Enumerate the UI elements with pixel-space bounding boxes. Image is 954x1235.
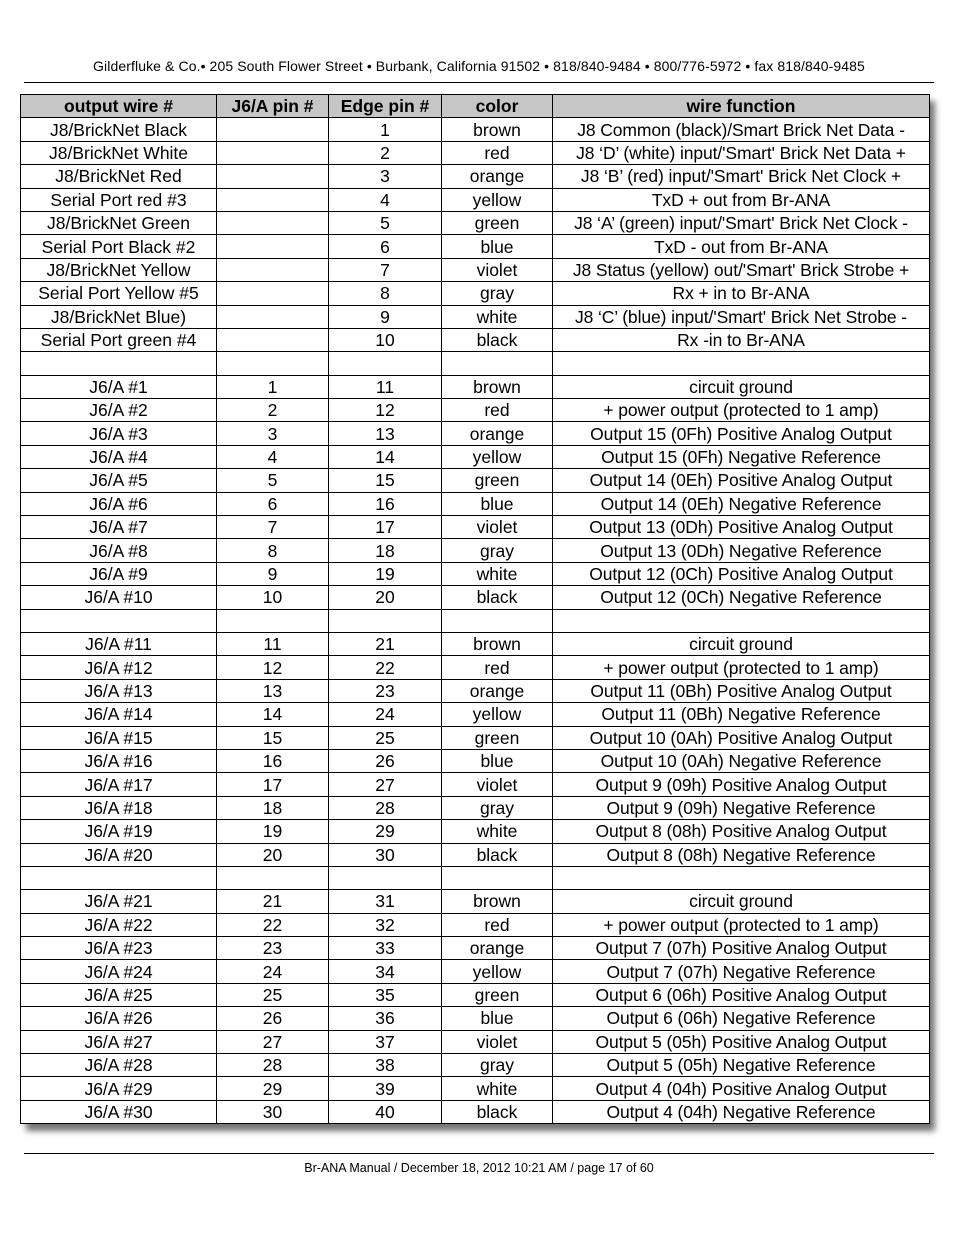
cell-j6a-pin: 13 [217, 679, 329, 702]
cell-output-wire: J6/A #20 [21, 843, 217, 866]
cell-color: brown [442, 632, 553, 655]
cell-j6a-pin [217, 188, 329, 211]
cell-edge-pin: 5 [329, 211, 442, 234]
cell-output-wire: J6/A #27 [21, 1030, 217, 1053]
cell-output-wire: J6/A #22 [21, 913, 217, 936]
cell-wire-function: Output 9 (09h) Positive Analog Output [553, 773, 930, 796]
column-header-edge-pin: Edge pin # [329, 95, 442, 118]
cell-wire-function: J8 ‘D’ (white) input/'Smart' Brick Net Data + [553, 141, 930, 164]
cell-j6a-pin: 18 [217, 796, 329, 819]
cell-j6a-pin: 4 [217, 445, 329, 468]
cell-wire-function: Output 7 (07h) Positive Analog Output [553, 937, 930, 960]
table-row [21, 913, 930, 936]
cell-edge-pin: 4 [329, 188, 442, 211]
cell-wire-function: Output 5 (05h) Negative Reference [553, 1054, 930, 1077]
cell-j6a-pin: 6 [217, 492, 329, 515]
cell-wire-function: Output 7 (07h) Negative Reference [553, 960, 930, 983]
table-row [21, 586, 930, 609]
cell-wire-function: Output 12 (0Ch) Negative Reference [553, 586, 930, 609]
cell-color: blue [442, 1007, 553, 1030]
cell-edge-pin: 31 [329, 890, 442, 913]
cell-color: brown [442, 890, 553, 913]
cell-color: black [442, 586, 553, 609]
cell-edge-pin: 10 [329, 328, 442, 351]
cell-edge-pin: 21 [329, 632, 442, 655]
table-row [21, 258, 930, 281]
cell-j6a-pin: 21 [217, 890, 329, 913]
cell-edge-pin: 26 [329, 749, 442, 772]
cell-color: orange [442, 165, 553, 188]
cell-color: yellow [442, 703, 553, 726]
cell-edge-pin [329, 352, 442, 375]
cell-j6a-pin: 29 [217, 1077, 329, 1100]
cell-edge-pin [329, 609, 442, 632]
table-row [21, 492, 930, 515]
cell-color: red [442, 913, 553, 936]
column-header-output-wire: output wire # [21, 95, 217, 118]
cell-color: white [442, 562, 553, 585]
table-row [21, 516, 930, 539]
cell-j6a-pin: 3 [217, 422, 329, 445]
cell-color: yellow [442, 188, 553, 211]
table-row [21, 890, 930, 913]
cell-edge-pin: 38 [329, 1054, 442, 1077]
cell-wire-function: + power output (protected to 1 amp) [553, 913, 930, 936]
table-row [21, 703, 930, 726]
cell-output-wire: J6/A #2 [21, 399, 217, 422]
cell-edge-pin: 17 [329, 516, 442, 539]
cell-edge-pin: 8 [329, 282, 442, 305]
cell-output-wire: Serial Port Black #2 [21, 235, 217, 258]
cell-edge-pin: 25 [329, 726, 442, 749]
cell-output-wire: J6/A #6 [21, 492, 217, 515]
cell-output-wire: J6/A #30 [21, 1100, 217, 1123]
cell-edge-pin: 34 [329, 960, 442, 983]
cell-wire-function: TxD + out from Br-ANA [553, 188, 930, 211]
cell-output-wire: J6/A #21 [21, 890, 217, 913]
cell-j6a-pin [217, 141, 329, 164]
cell-color: violet [442, 1030, 553, 1053]
cell-wire-function: Output 13 (0Dh) Negative Reference [553, 539, 930, 562]
cell-wire-function: circuit ground [553, 375, 930, 398]
footer-divider [24, 1153, 934, 1154]
wiring-table [20, 94, 930, 1124]
table-header-row [21, 95, 930, 118]
cell-j6a-pin: 8 [217, 539, 329, 562]
cell-j6a-pin: 23 [217, 937, 329, 960]
cell-j6a-pin: 7 [217, 516, 329, 539]
table-row [21, 749, 930, 772]
cell-edge-pin: 22 [329, 656, 442, 679]
cell-color: brown [442, 118, 553, 141]
table-row [21, 352, 930, 375]
cell-edge-pin: 19 [329, 562, 442, 585]
cell-output-wire: J6/A #26 [21, 1007, 217, 1030]
table-row [21, 726, 930, 749]
cell-color: gray [442, 282, 553, 305]
cell-j6a-pin: 26 [217, 1007, 329, 1030]
cell-j6a-pin: 14 [217, 703, 329, 726]
cell-j6a-pin [217, 328, 329, 351]
cell-wire-function: + power output (protected to 1 amp) [553, 399, 930, 422]
cell-edge-pin: 39 [329, 1077, 442, 1100]
cell-color: blue [442, 235, 553, 258]
cell-wire-function: Output 15 (0Fh) Positive Analog Output [553, 422, 930, 445]
table-row [21, 562, 930, 585]
cell-color: black [442, 1100, 553, 1123]
cell-color: green [442, 726, 553, 749]
column-header-wire-function: wire function [553, 95, 930, 118]
cell-edge-pin: 6 [329, 235, 442, 258]
cell-wire-function: Output 8 (08h) Negative Reference [553, 843, 930, 866]
cell-wire-function: circuit ground [553, 632, 930, 655]
cell-output-wire: J6/A #18 [21, 796, 217, 819]
cell-edge-pin: 35 [329, 983, 442, 1006]
table-row [21, 282, 930, 305]
table-row [21, 960, 930, 983]
cell-output-wire: J6/A #14 [21, 703, 217, 726]
cell-j6a-pin: 11 [217, 632, 329, 655]
cell-color: black [442, 843, 553, 866]
table-row [21, 1030, 930, 1053]
cell-wire-function: Output 6 (06h) Positive Analog Output [553, 983, 930, 1006]
cell-j6a-pin [217, 165, 329, 188]
table-row [21, 422, 930, 445]
cell-wire-function: Output 13 (0Dh) Positive Analog Output [553, 516, 930, 539]
cell-j6a-pin: 5 [217, 469, 329, 492]
cell-wire-function: Output 10 (0Ah) Negative Reference [553, 749, 930, 772]
cell-j6a-pin: 20 [217, 843, 329, 866]
cell-j6a-pin: 24 [217, 960, 329, 983]
cell-output-wire: J8/BrickNet Red [21, 165, 217, 188]
cell-output-wire: J6/A #1 [21, 375, 217, 398]
cell-edge-pin: 29 [329, 820, 442, 843]
cell-color: violet [442, 258, 553, 281]
table-row [21, 328, 930, 351]
cell-color: gray [442, 1054, 553, 1077]
cell-wire-function: circuit ground [553, 890, 930, 913]
cell-j6a-pin: 12 [217, 656, 329, 679]
cell-wire-function: Output 4 (04h) Negative Reference [553, 1100, 930, 1123]
cell-output-wire: Serial Port red #3 [21, 188, 217, 211]
cell-output-wire: J6/A #7 [21, 516, 217, 539]
cell-color: red [442, 141, 553, 164]
cell-j6a-pin [217, 866, 329, 889]
cell-edge-pin: 36 [329, 1007, 442, 1030]
cell-color [442, 352, 553, 375]
cell-color: yellow [442, 445, 553, 468]
cell-color: brown [442, 375, 553, 398]
cell-wire-function: J8 Common (black)/Smart Brick Net Data - [553, 118, 930, 141]
table-row [21, 1100, 930, 1123]
cell-j6a-pin: 9 [217, 562, 329, 585]
table-row [21, 235, 930, 258]
cell-wire-function [553, 609, 930, 632]
cell-edge-pin: 28 [329, 796, 442, 819]
table-row [21, 188, 930, 211]
table-row [21, 375, 930, 398]
column-header-j6a-pin: J6/A pin # [217, 95, 329, 118]
table-row [21, 1007, 930, 1030]
cell-color: black [442, 328, 553, 351]
column-header-color: color [442, 95, 553, 118]
cell-color: green [442, 469, 553, 492]
cell-j6a-pin: 19 [217, 820, 329, 843]
cell-wire-function: Output 12 (0Ch) Positive Analog Output [553, 562, 930, 585]
table-row [21, 843, 930, 866]
cell-j6a-pin [217, 282, 329, 305]
cell-color: orange [442, 679, 553, 702]
cell-wire-function: Output 10 (0Ah) Positive Analog Output [553, 726, 930, 749]
page-footer: Br-ANA Manual / December 18, 2012 10:21 AM / page 17 of 60 [304, 1161, 654, 1175]
cell-color: orange [442, 422, 553, 445]
cell-color: red [442, 399, 553, 422]
cell-edge-pin: 13 [329, 422, 442, 445]
cell-output-wire: J6/A #28 [21, 1054, 217, 1077]
cell-j6a-pin [217, 118, 329, 141]
cell-color: blue [442, 749, 553, 772]
cell-j6a-pin: 25 [217, 983, 329, 1006]
cell-output-wire: J6/A #16 [21, 749, 217, 772]
cell-j6a-pin: 22 [217, 913, 329, 936]
table-row [21, 679, 930, 702]
cell-edge-pin: 37 [329, 1030, 442, 1053]
cell-edge-pin: 9 [329, 305, 442, 328]
cell-wire-function: J8 ‘C’ (blue) input/'Smart' Brick Net Strobe - [553, 305, 930, 328]
cell-color: violet [442, 773, 553, 796]
cell-wire-function: + power output (protected to 1 amp) [553, 656, 930, 679]
cell-color: white [442, 1077, 553, 1100]
cell-wire-function: J8 ‘A’ (green) input/'Smart' Brick Net Clock - [553, 211, 930, 234]
cell-j6a-pin [217, 211, 329, 234]
table-row [21, 141, 930, 164]
cell-wire-function: Output 9 (09h) Negative Reference [553, 796, 930, 819]
table-row [21, 866, 930, 889]
cell-output-wire: J6/A #15 [21, 726, 217, 749]
cell-j6a-pin: 16 [217, 749, 329, 772]
cell-edge-pin: 14 [329, 445, 442, 468]
cell-output-wire: J6/A #3 [21, 422, 217, 445]
cell-color: green [442, 211, 553, 234]
cell-wire-function: Output 15 (0Fh) Negative Reference [553, 445, 930, 468]
cell-color: green [442, 983, 553, 1006]
table-row [21, 118, 930, 141]
cell-color: gray [442, 796, 553, 819]
table-row [21, 609, 930, 632]
cell-edge-pin: 20 [329, 586, 442, 609]
cell-color: red [442, 656, 553, 679]
cell-edge-pin: 24 [329, 703, 442, 726]
cell-wire-function: J8 Status (yellow) out/'Smart' Brick Strobe + [553, 258, 930, 281]
cell-wire-function: Output 11 (0Bh) Negative Reference [553, 703, 930, 726]
cell-edge-pin: 16 [329, 492, 442, 515]
table-row [21, 469, 930, 492]
cell-wire-function: J8 ‘B’ (red) input/'Smart' Brick Net Clock + [553, 165, 930, 188]
cell-edge-pin: 18 [329, 539, 442, 562]
cell-output-wire: J8/BrickNet Black [21, 118, 217, 141]
table-row [21, 539, 930, 562]
cell-wire-function: Output 14 (0Eh) Negative Reference [553, 492, 930, 515]
cell-edge-pin: 7 [329, 258, 442, 281]
cell-output-wire: J6/A #29 [21, 1077, 217, 1100]
table-row [21, 445, 930, 468]
table-row [21, 983, 930, 1006]
table-row [21, 656, 930, 679]
cell-output-wire: J6/A #12 [21, 656, 217, 679]
cell-edge-pin: 2 [329, 141, 442, 164]
table-row [21, 211, 930, 234]
cell-wire-function: TxD - out from Br-ANA [553, 235, 930, 258]
cell-color: orange [442, 937, 553, 960]
cell-edge-pin: 30 [329, 843, 442, 866]
cell-wire-function [553, 866, 930, 889]
cell-j6a-pin [217, 609, 329, 632]
cell-color: blue [442, 492, 553, 515]
cell-j6a-pin [217, 258, 329, 281]
cell-output-wire [21, 866, 217, 889]
table-body [21, 118, 930, 1124]
cell-j6a-pin: 30 [217, 1100, 329, 1123]
cell-output-wire: J8/BrickNet Blue) [21, 305, 217, 328]
cell-color: white [442, 305, 553, 328]
cell-j6a-pin [217, 235, 329, 258]
cell-wire-function: Output 5 (05h) Positive Analog Output [553, 1030, 930, 1053]
cell-wire-function: Rx + in to Br-ANA [553, 282, 930, 305]
wiring-table-container [20, 94, 929, 1124]
cell-color: gray [442, 539, 553, 562]
table-row [21, 1054, 930, 1077]
cell-output-wire: J6/A #17 [21, 773, 217, 796]
cell-output-wire: J6/A #24 [21, 960, 217, 983]
cell-color [442, 866, 553, 889]
cell-edge-pin: 11 [329, 375, 442, 398]
cell-edge-pin: 15 [329, 469, 442, 492]
cell-output-wire: J6/A #9 [21, 562, 217, 585]
cell-wire-function: Output 4 (04h) Positive Analog Output [553, 1077, 930, 1100]
cell-color [442, 609, 553, 632]
cell-wire-function: Rx -in to Br-ANA [553, 328, 930, 351]
cell-output-wire: J8/BrickNet Green [21, 211, 217, 234]
cell-output-wire: J6/A #19 [21, 820, 217, 843]
cell-j6a-pin: 17 [217, 773, 329, 796]
table-row [21, 820, 930, 843]
table-row [21, 165, 930, 188]
cell-wire-function [553, 352, 930, 375]
cell-output-wire: Serial Port Yellow #5 [21, 282, 217, 305]
table-row [21, 1077, 930, 1100]
cell-color: white [442, 820, 553, 843]
cell-edge-pin: 27 [329, 773, 442, 796]
cell-output-wire: Serial Port green #4 [21, 328, 217, 351]
cell-edge-pin: 23 [329, 679, 442, 702]
cell-output-wire [21, 609, 217, 632]
cell-wire-function: Output 11 (0Bh) Positive Analog Output [553, 679, 930, 702]
cell-output-wire: J8/BrickNet Yellow [21, 258, 217, 281]
table-row [21, 937, 930, 960]
cell-wire-function: Output 8 (08h) Positive Analog Output [553, 820, 930, 843]
table-row [21, 796, 930, 819]
cell-output-wire: J6/A #13 [21, 679, 217, 702]
cell-output-wire: J6/A #23 [21, 937, 217, 960]
cell-j6a-pin: 27 [217, 1030, 329, 1053]
cell-j6a-pin: 10 [217, 586, 329, 609]
cell-wire-function: Output 6 (06h) Negative Reference [553, 1007, 930, 1030]
cell-output-wire: J8/BrickNet White [21, 141, 217, 164]
cell-edge-pin: 33 [329, 937, 442, 960]
cell-edge-pin: 40 [329, 1100, 442, 1123]
table-row [21, 399, 930, 422]
cell-output-wire: J6/A #5 [21, 469, 217, 492]
cell-edge-pin: 32 [329, 913, 442, 936]
cell-j6a-pin: 1 [217, 375, 329, 398]
cell-color: yellow [442, 960, 553, 983]
cell-output-wire [21, 352, 217, 375]
cell-j6a-pin [217, 305, 329, 328]
cell-j6a-pin: 28 [217, 1054, 329, 1077]
cell-edge-pin: 12 [329, 399, 442, 422]
cell-output-wire: J6/A #8 [21, 539, 217, 562]
cell-edge-pin: 1 [329, 118, 442, 141]
cell-edge-pin [329, 866, 442, 889]
table-row [21, 305, 930, 328]
cell-output-wire: J6/A #25 [21, 983, 217, 1006]
cell-edge-pin: 3 [329, 165, 442, 188]
cell-output-wire: J6/A #10 [21, 586, 217, 609]
cell-output-wire: J6/A #11 [21, 632, 217, 655]
table-row [21, 773, 930, 796]
header-divider [24, 82, 934, 83]
cell-j6a-pin [217, 352, 329, 375]
cell-j6a-pin: 2 [217, 399, 329, 422]
page-header: Gilderfluke & Co.• 205 South Flower Street • Burbank, California 91502 • 818/840-9484 • 800/776-5972 • fax 818/840-9485 [93, 58, 865, 74]
cell-j6a-pin: 15 [217, 726, 329, 749]
cell-color: violet [442, 516, 553, 539]
cell-output-wire: J6/A #4 [21, 445, 217, 468]
cell-wire-function: Output 14 (0Eh) Positive Analog Output [553, 469, 930, 492]
table-row [21, 632, 930, 655]
